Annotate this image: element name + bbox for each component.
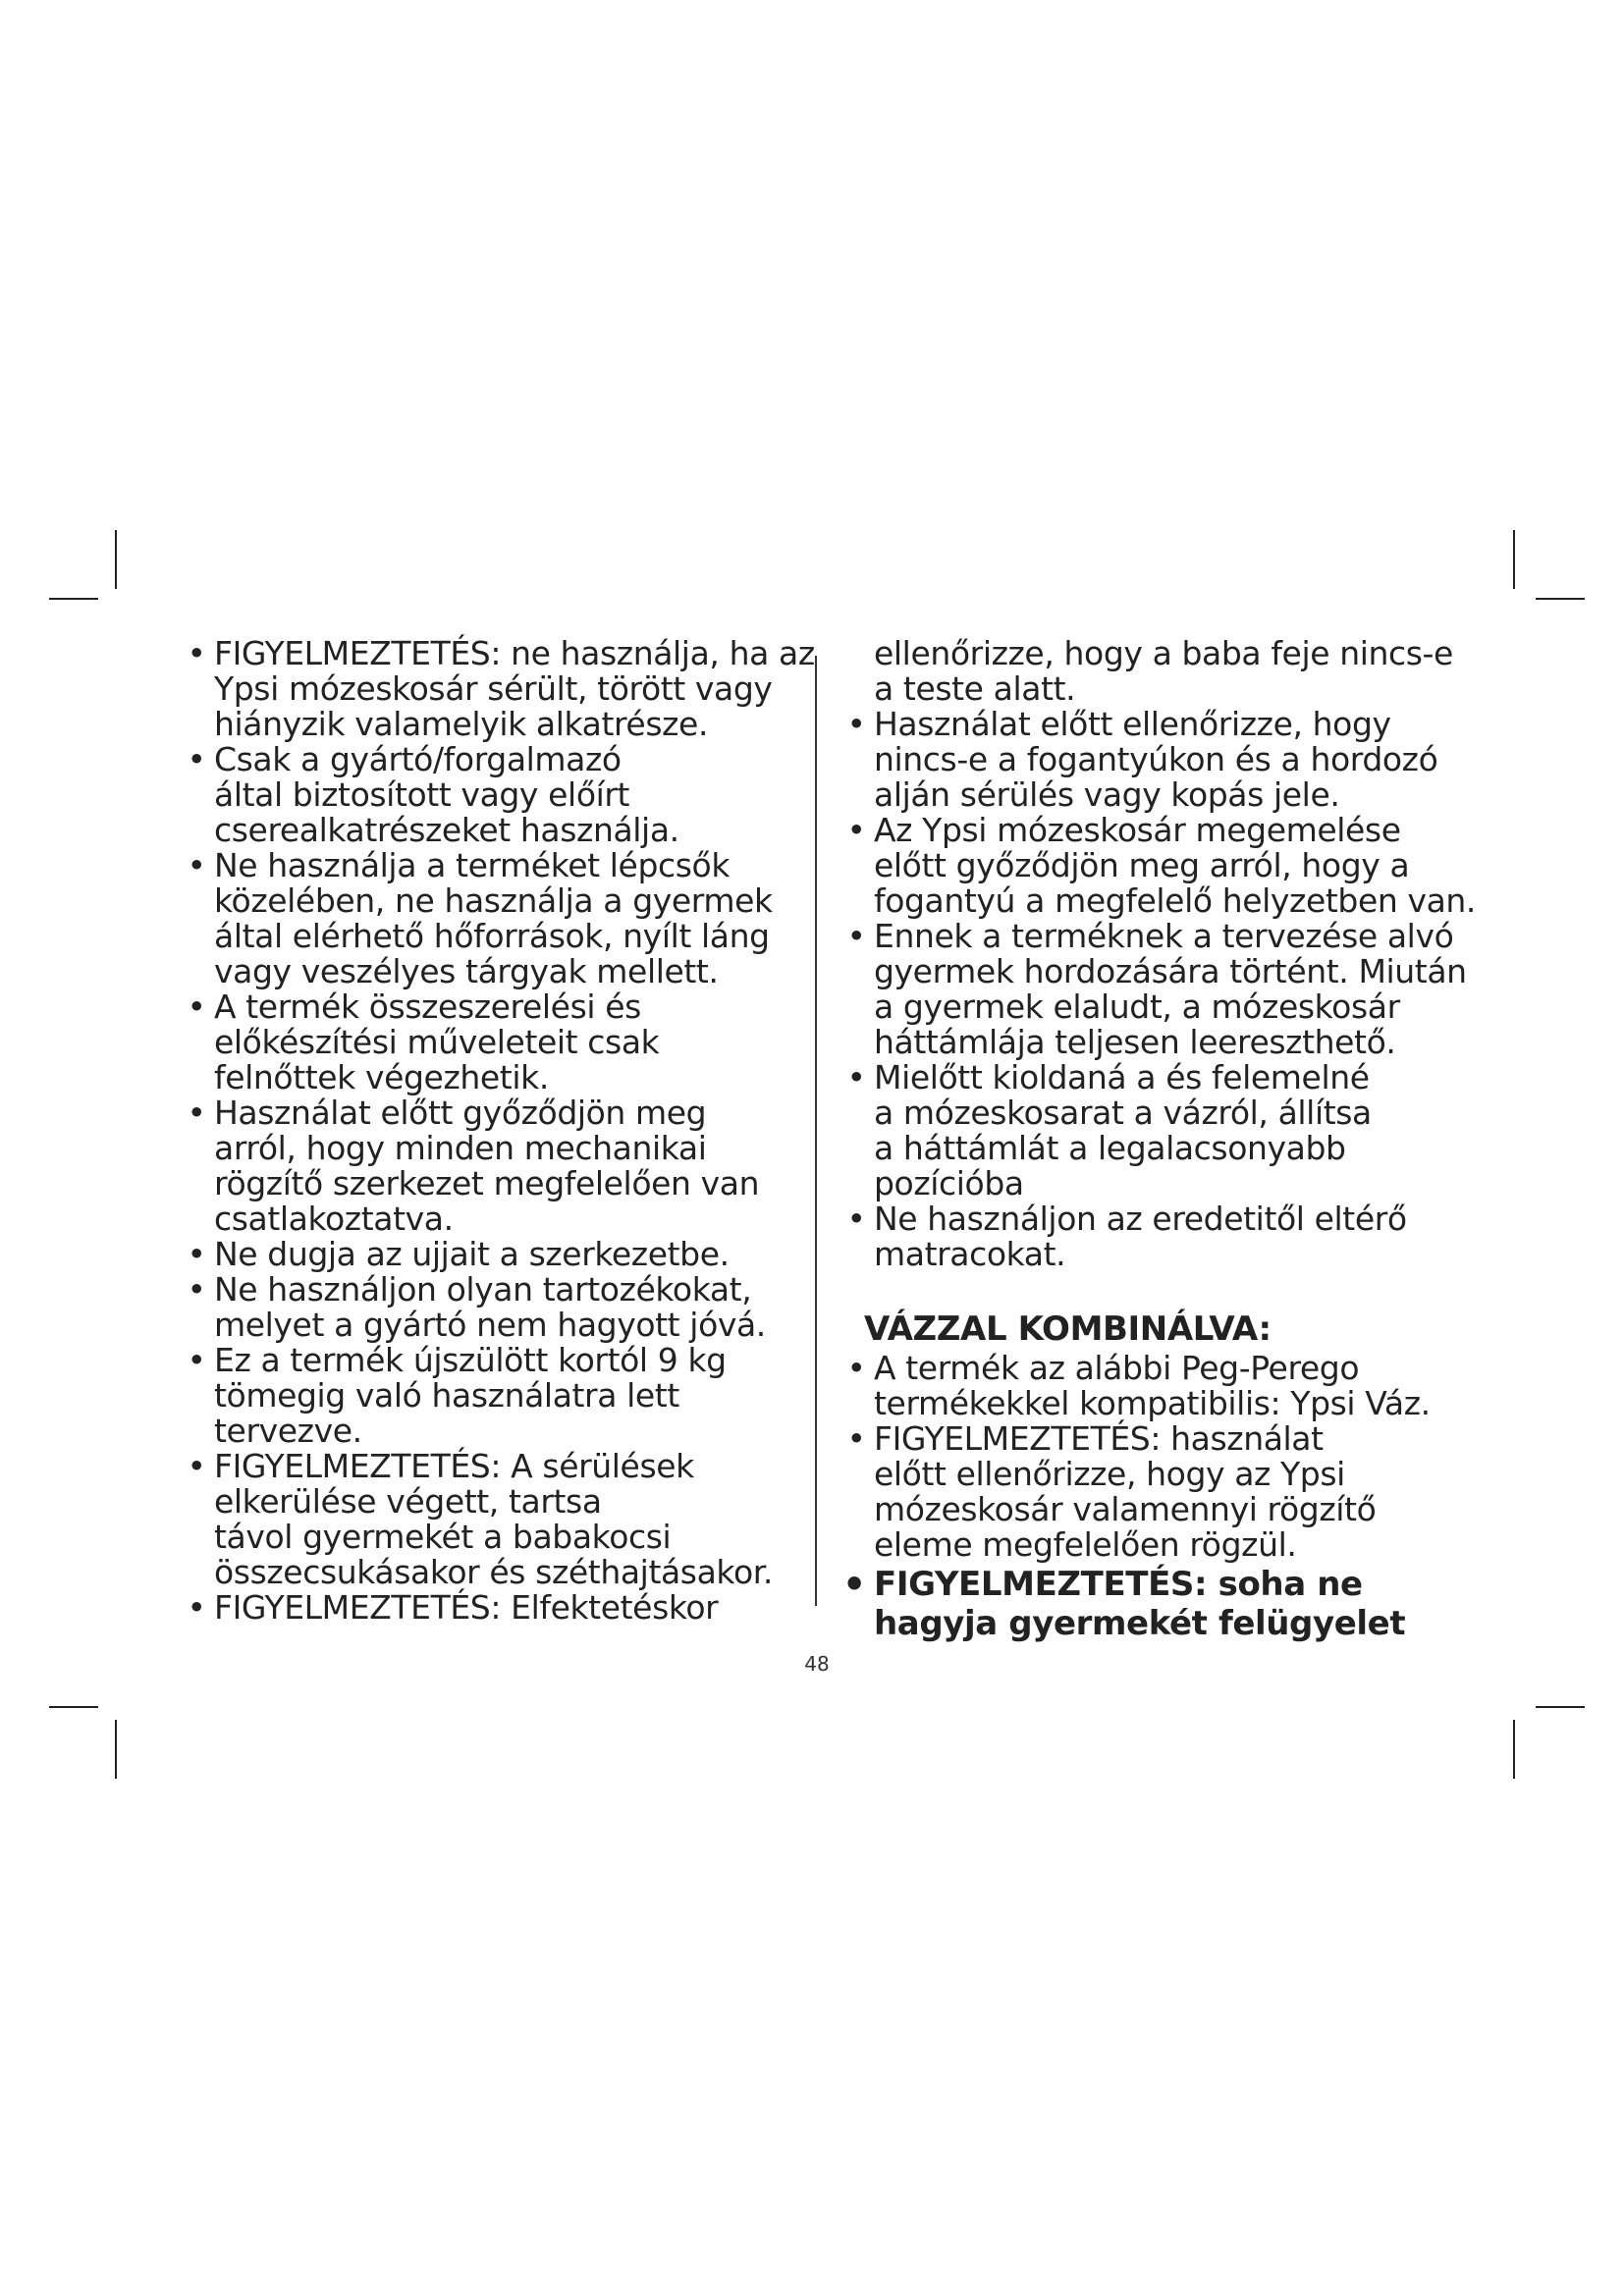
item-line: gyermek hordozására történt. Miután bbox=[874, 952, 1467, 990]
list-item bbox=[846, 1060, 1475, 1201]
crop-mark-bottom-right-vertical bbox=[1513, 1720, 1515, 1779]
list-item bbox=[187, 1343, 795, 1449]
crop-mark-top-right-horizontal bbox=[1536, 598, 1585, 600]
crop-mark-bottom-left-horizontal bbox=[49, 1706, 98, 1708]
item-line: rögzítő szerkezet megfelelően van bbox=[214, 1164, 760, 1202]
item-line: Az Ypsi mózeskosár megemelése bbox=[874, 811, 1401, 849]
item-line: tömegig való használatra lett bbox=[214, 1376, 679, 1415]
bullet: • bbox=[187, 1094, 206, 1132]
left-column bbox=[187, 634, 815, 1627]
bullet: • bbox=[842, 1563, 866, 1606]
item-line: FIGYELMEZTETÉS: soha ne bbox=[874, 1565, 1363, 1604]
item-line: a teste alatt. bbox=[874, 669, 1076, 708]
item-line: hiányzik valamelyik alkatrésze. bbox=[214, 705, 709, 743]
bullet: • bbox=[187, 988, 206, 1026]
item-line: előtt győződjön meg arról, hogy a bbox=[874, 846, 1410, 884]
bullet: • bbox=[187, 1588, 206, 1627]
item-line: Mielőtt kioldaná a és felemelné bbox=[874, 1058, 1370, 1096]
item-line: melyet a gyártó nem hagyott jóvá. bbox=[214, 1306, 766, 1344]
list-item bbox=[187, 1272, 795, 1343]
list-item bbox=[187, 1449, 795, 1590]
bullet: • bbox=[846, 1058, 866, 1096]
item-line: tervezve. bbox=[214, 1412, 362, 1450]
list-item bbox=[846, 636, 1475, 707]
list-item bbox=[846, 1201, 1475, 1272]
item-line: a mózeskosarat a vázról, állítsa bbox=[874, 1094, 1372, 1132]
crop-mark-bottom-left-vertical bbox=[115, 1720, 117, 1779]
right-items-after bbox=[846, 1351, 1475, 1563]
right-column bbox=[842, 634, 1477, 1643]
crop-mark-top-right-vertical bbox=[1513, 530, 1515, 589]
item-line: háttámlája teljesen leereszthető. bbox=[874, 1023, 1396, 1061]
item-line: Ez a termék újszülött kortól 9 kg bbox=[214, 1341, 727, 1379]
item-line: FIGYELMEZTETÉS: A sérülések bbox=[214, 1447, 694, 1485]
column-divider bbox=[815, 656, 817, 1606]
bullet: • bbox=[846, 917, 866, 955]
item-line: a gyermek elaludt, a mózeskosár bbox=[874, 988, 1400, 1026]
list-item bbox=[187, 1095, 795, 1237]
item-line: matracokat. bbox=[874, 1235, 1066, 1273]
crop-mark-top-left-vertical bbox=[115, 530, 117, 589]
item-line: elkerülése végett, tartsa bbox=[214, 1482, 602, 1521]
item-line: FIGYELMEZTETÉS: használat bbox=[874, 1419, 1324, 1458]
item-line: hagyja gyermekét felügyelet bbox=[874, 1604, 1406, 1643]
item-line: ellenőrizze, hogy a baba feje nincs-e bbox=[874, 634, 1453, 672]
item-line: alján sérülés vagy kopás jele. bbox=[874, 775, 1340, 814]
item-line: Csak a gyártó/forgalmazó bbox=[214, 740, 622, 778]
list-item bbox=[187, 1237, 795, 1272]
item-line: FIGYELMEZTETÉS: ne használja, ha az bbox=[214, 634, 815, 672]
item-line: fogantyú a megfelelő helyzetben van. bbox=[874, 881, 1477, 920]
section-heading: VÁZZAL KOMBINÁLVA: bbox=[864, 1309, 1272, 1349]
page-number: 48 bbox=[804, 1652, 830, 1676]
item-line: mózeskosár valamennyi rögzítő bbox=[874, 1490, 1377, 1528]
list-item bbox=[846, 919, 1475, 1060]
item-line: Használat előtt ellenőrizze, hogy bbox=[874, 705, 1391, 743]
item-line: Ennek a terméknek a tervezése alvó bbox=[874, 917, 1454, 955]
item-line: A termék összeszerelési és bbox=[214, 988, 641, 1026]
item-line: vagy veszélyes tárgyak mellett. bbox=[214, 952, 719, 990]
list-item bbox=[846, 1351, 1475, 1421]
crop-mark-bottom-right-horizontal bbox=[1536, 1706, 1585, 1708]
item-line: Ne dugja az ujjait a szerkezetbe. bbox=[214, 1235, 730, 1273]
strong-warning-item bbox=[842, 1563, 1475, 1643]
item-line: távol gyermekét a babakocsi bbox=[214, 1518, 672, 1556]
bullet: • bbox=[846, 811, 866, 849]
item-line: előkészítési műveleteit csak bbox=[214, 1023, 660, 1061]
bullet: • bbox=[846, 705, 866, 743]
bullet: • bbox=[187, 740, 206, 778]
bullet: • bbox=[187, 846, 206, 884]
list-item bbox=[846, 707, 1475, 813]
bullet: • bbox=[846, 1419, 866, 1458]
list-item bbox=[187, 989, 795, 1095]
item-line: FIGYELMEZTETÉS: Elfektetéskor bbox=[214, 1588, 719, 1627]
list-item bbox=[187, 634, 815, 743]
item-line: Ne használjon olyan tartozékokat, bbox=[214, 1270, 752, 1308]
item-line: által elérhető hőforrások, nyílt láng bbox=[214, 917, 770, 955]
bullet: • bbox=[187, 1447, 206, 1485]
item-line: előtt ellenőrizze, hogy az Ypsi bbox=[874, 1455, 1345, 1493]
item-line: eleme megfelelően rögzül. bbox=[874, 1525, 1297, 1564]
bullet: • bbox=[187, 1235, 206, 1273]
list-item bbox=[187, 742, 795, 848]
item-line: által biztosított vagy előírt bbox=[214, 775, 630, 814]
item-line: közelében, ne használja a gyermek bbox=[214, 881, 773, 920]
item-line: termékekkel kompatibilis: Ypsi Váz. bbox=[874, 1384, 1431, 1422]
item-line: csatlakoztatva. bbox=[214, 1200, 454, 1238]
bullet: • bbox=[187, 1341, 206, 1379]
item-line: pozícióba bbox=[874, 1164, 1024, 1202]
bullet: • bbox=[846, 1200, 866, 1238]
item-line: Ypsi mózeskosár sérült, törött vagy bbox=[214, 669, 773, 708]
bullet: • bbox=[187, 634, 206, 672]
item-line: cserealkatrészeket használja. bbox=[214, 811, 679, 849]
list-item bbox=[187, 848, 795, 989]
item-line: Ne használja a terméket lépcsők bbox=[214, 846, 731, 884]
item-line: a háttámlát a legalacsonyabb bbox=[874, 1129, 1346, 1167]
item-line: Ne használjon az eredetitől eltérő bbox=[874, 1200, 1407, 1238]
item-line: arról, hogy minden mechanikai bbox=[214, 1129, 707, 1167]
item-line: A termék az alábbi Peg-Perego bbox=[874, 1349, 1360, 1387]
item-line: Használat előtt győződjön meg bbox=[214, 1094, 707, 1132]
right-items bbox=[846, 636, 1475, 1272]
bullet: • bbox=[187, 1270, 206, 1308]
bullet: • bbox=[846, 1349, 866, 1387]
list-item bbox=[846, 1421, 1475, 1563]
list-item bbox=[187, 1590, 795, 1626]
item-line: összecsukásakor és széthajtásakor. bbox=[214, 1553, 773, 1591]
item-line: felnőttek végezhetik. bbox=[214, 1058, 549, 1096]
item-line: nincs-e a fogantyúkon és a hordozó bbox=[874, 740, 1438, 778]
list-item bbox=[846, 813, 1475, 919]
crop-mark-top-left-horizontal bbox=[49, 598, 98, 600]
